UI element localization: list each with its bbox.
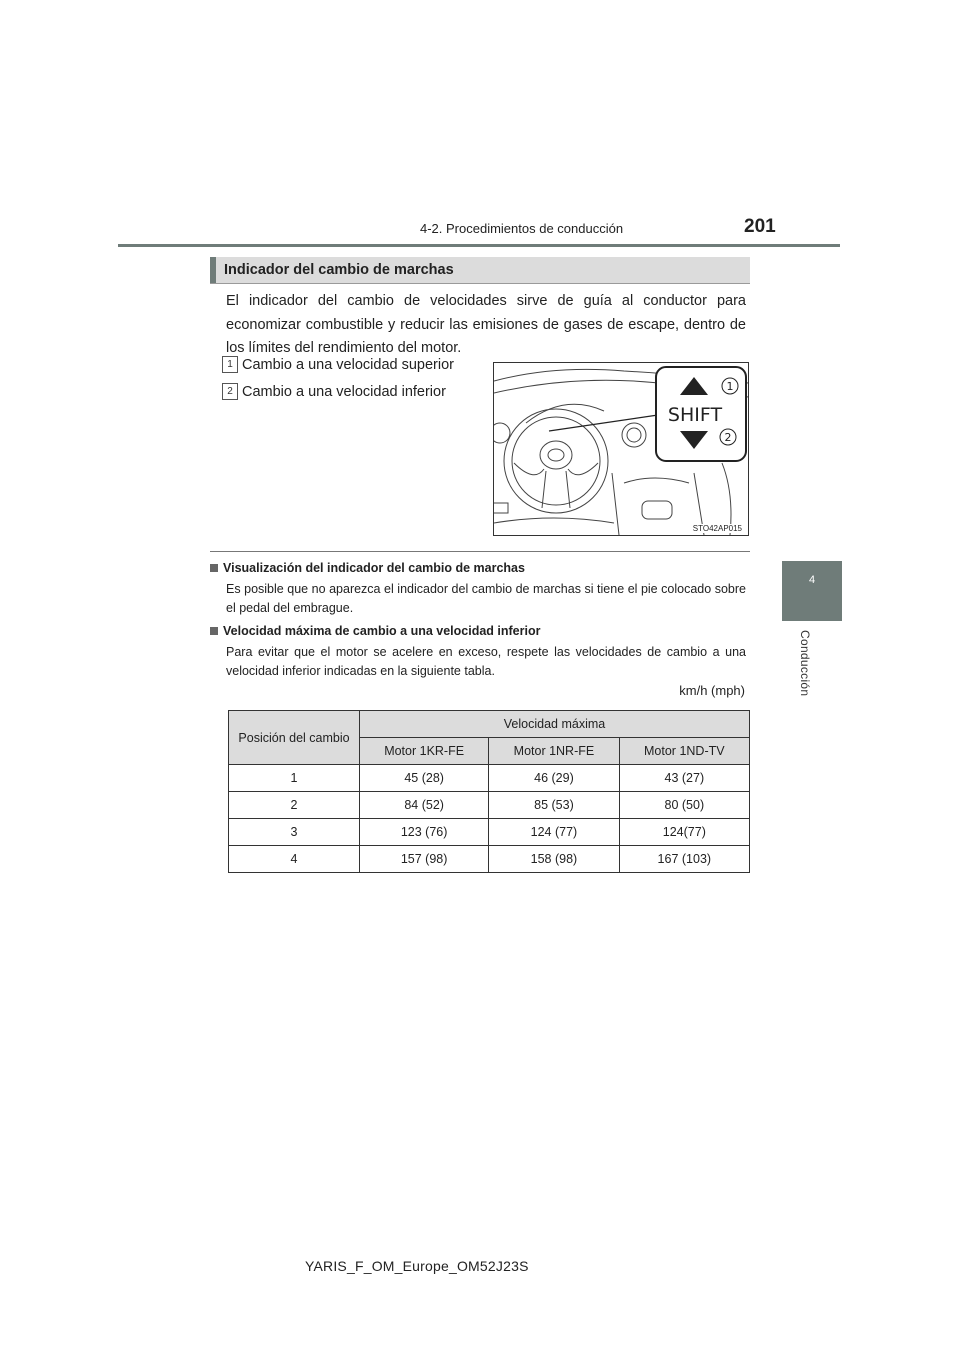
item-label-upshift: Cambio a una velocidad superior — [242, 357, 454, 373]
callout-line — [549, 415, 658, 431]
speed-cell: 45 (28) — [360, 765, 489, 792]
intro-paragraph: El indicador del cambio de velocidades sirve de guía al conductor para economizar combustible y reducir las emisiones de gases de escape, dentro de los límites del rendimiento del motor. — [226, 293, 746, 356]
notes-divider — [210, 551, 750, 552]
speed-cell: 123 (76) — [360, 819, 489, 846]
speed-cell: 157 (98) — [360, 846, 489, 873]
table-row — [229, 846, 750, 873]
figure-code: STO42AP015 — [692, 524, 742, 533]
section-underline — [210, 283, 750, 284]
table-row — [229, 765, 750, 792]
table-row — [229, 819, 750, 846]
gear-cell: 1 — [229, 765, 360, 792]
speed-cell: 158 (98) — [489, 846, 619, 873]
item-label-downshift: Cambio a una velocidad inferior — [242, 384, 446, 400]
header-rule — [118, 244, 840, 247]
speed-cell: 46 (29) — [489, 765, 619, 792]
col-header-engine: Motor 1ND-TV — [619, 738, 749, 765]
col-header-group: Velocidad máxima — [360, 711, 750, 738]
chapter-tab-label: Conducción — [798, 630, 812, 697]
speed-cell: 43 (27) — [619, 765, 749, 792]
item-number-box: 1 — [222, 356, 238, 373]
speed-cell: 84 (52) — [360, 792, 489, 819]
item-number-box: 2 — [222, 383, 238, 400]
square-bullet-icon — [210, 627, 218, 635]
page-number: 201 — [744, 216, 776, 237]
col-header-engine: Motor 1KR-FE — [360, 738, 489, 765]
square-bullet-icon — [210, 564, 218, 572]
document-footer: YARIS_F_OM_Europe_OM52J23S — [305, 1258, 529, 1274]
shift-speed-table — [228, 710, 750, 873]
table-unit: km/h (mph) — [679, 683, 745, 698]
note-title-text: Visualización del indicador del cambio de marchas — [223, 561, 525, 575]
table-row — [229, 792, 750, 819]
speed-cell: 80 (50) — [619, 792, 749, 819]
note-title-text: Velocidad máxima de cambio a una velocidad inferior — [223, 624, 541, 638]
gear-cell: 4 — [229, 846, 360, 873]
col-header-position: Posición del cambio — [229, 711, 360, 765]
shift-text: SHIFT — [667, 404, 723, 426]
speed-cell: 124 (77) — [489, 819, 619, 846]
speed-cell: 124(77) — [619, 819, 749, 846]
chapter-tab — [782, 561, 842, 621]
note-body: Para evitar que el motor se acelere en exceso, respete las velocidades de cambio a una velocidad inferior indicadas en la siguiente tabla. — [226, 645, 746, 678]
running-header-section: 4-2. Procedimientos de conducción — [420, 221, 624, 236]
gear-cell: 2 — [229, 792, 360, 819]
note-title — [210, 624, 540, 638]
callout-number: 1 — [726, 380, 734, 393]
callout-number: 2 — [724, 431, 732, 444]
section-title: Indicador del cambio de marchas — [224, 262, 454, 278]
chapter-tab-number: 4 — [808, 574, 816, 586]
gear-cell: 3 — [229, 819, 360, 846]
note-title — [210, 561, 525, 575]
dashboard-illustration — [493, 362, 749, 536]
speed-cell: 167 (103) — [619, 846, 749, 873]
note-body: Es posible que no aparezca el indicador del cambio de marchas si tiene el pie colocado sobre el pedal del embrague. — [226, 582, 746, 615]
steering-wheel-illustration — [494, 363, 748, 535]
col-header-engine: Motor 1NR-FE — [489, 738, 619, 765]
speed-cell: 85 (53) — [489, 792, 619, 819]
